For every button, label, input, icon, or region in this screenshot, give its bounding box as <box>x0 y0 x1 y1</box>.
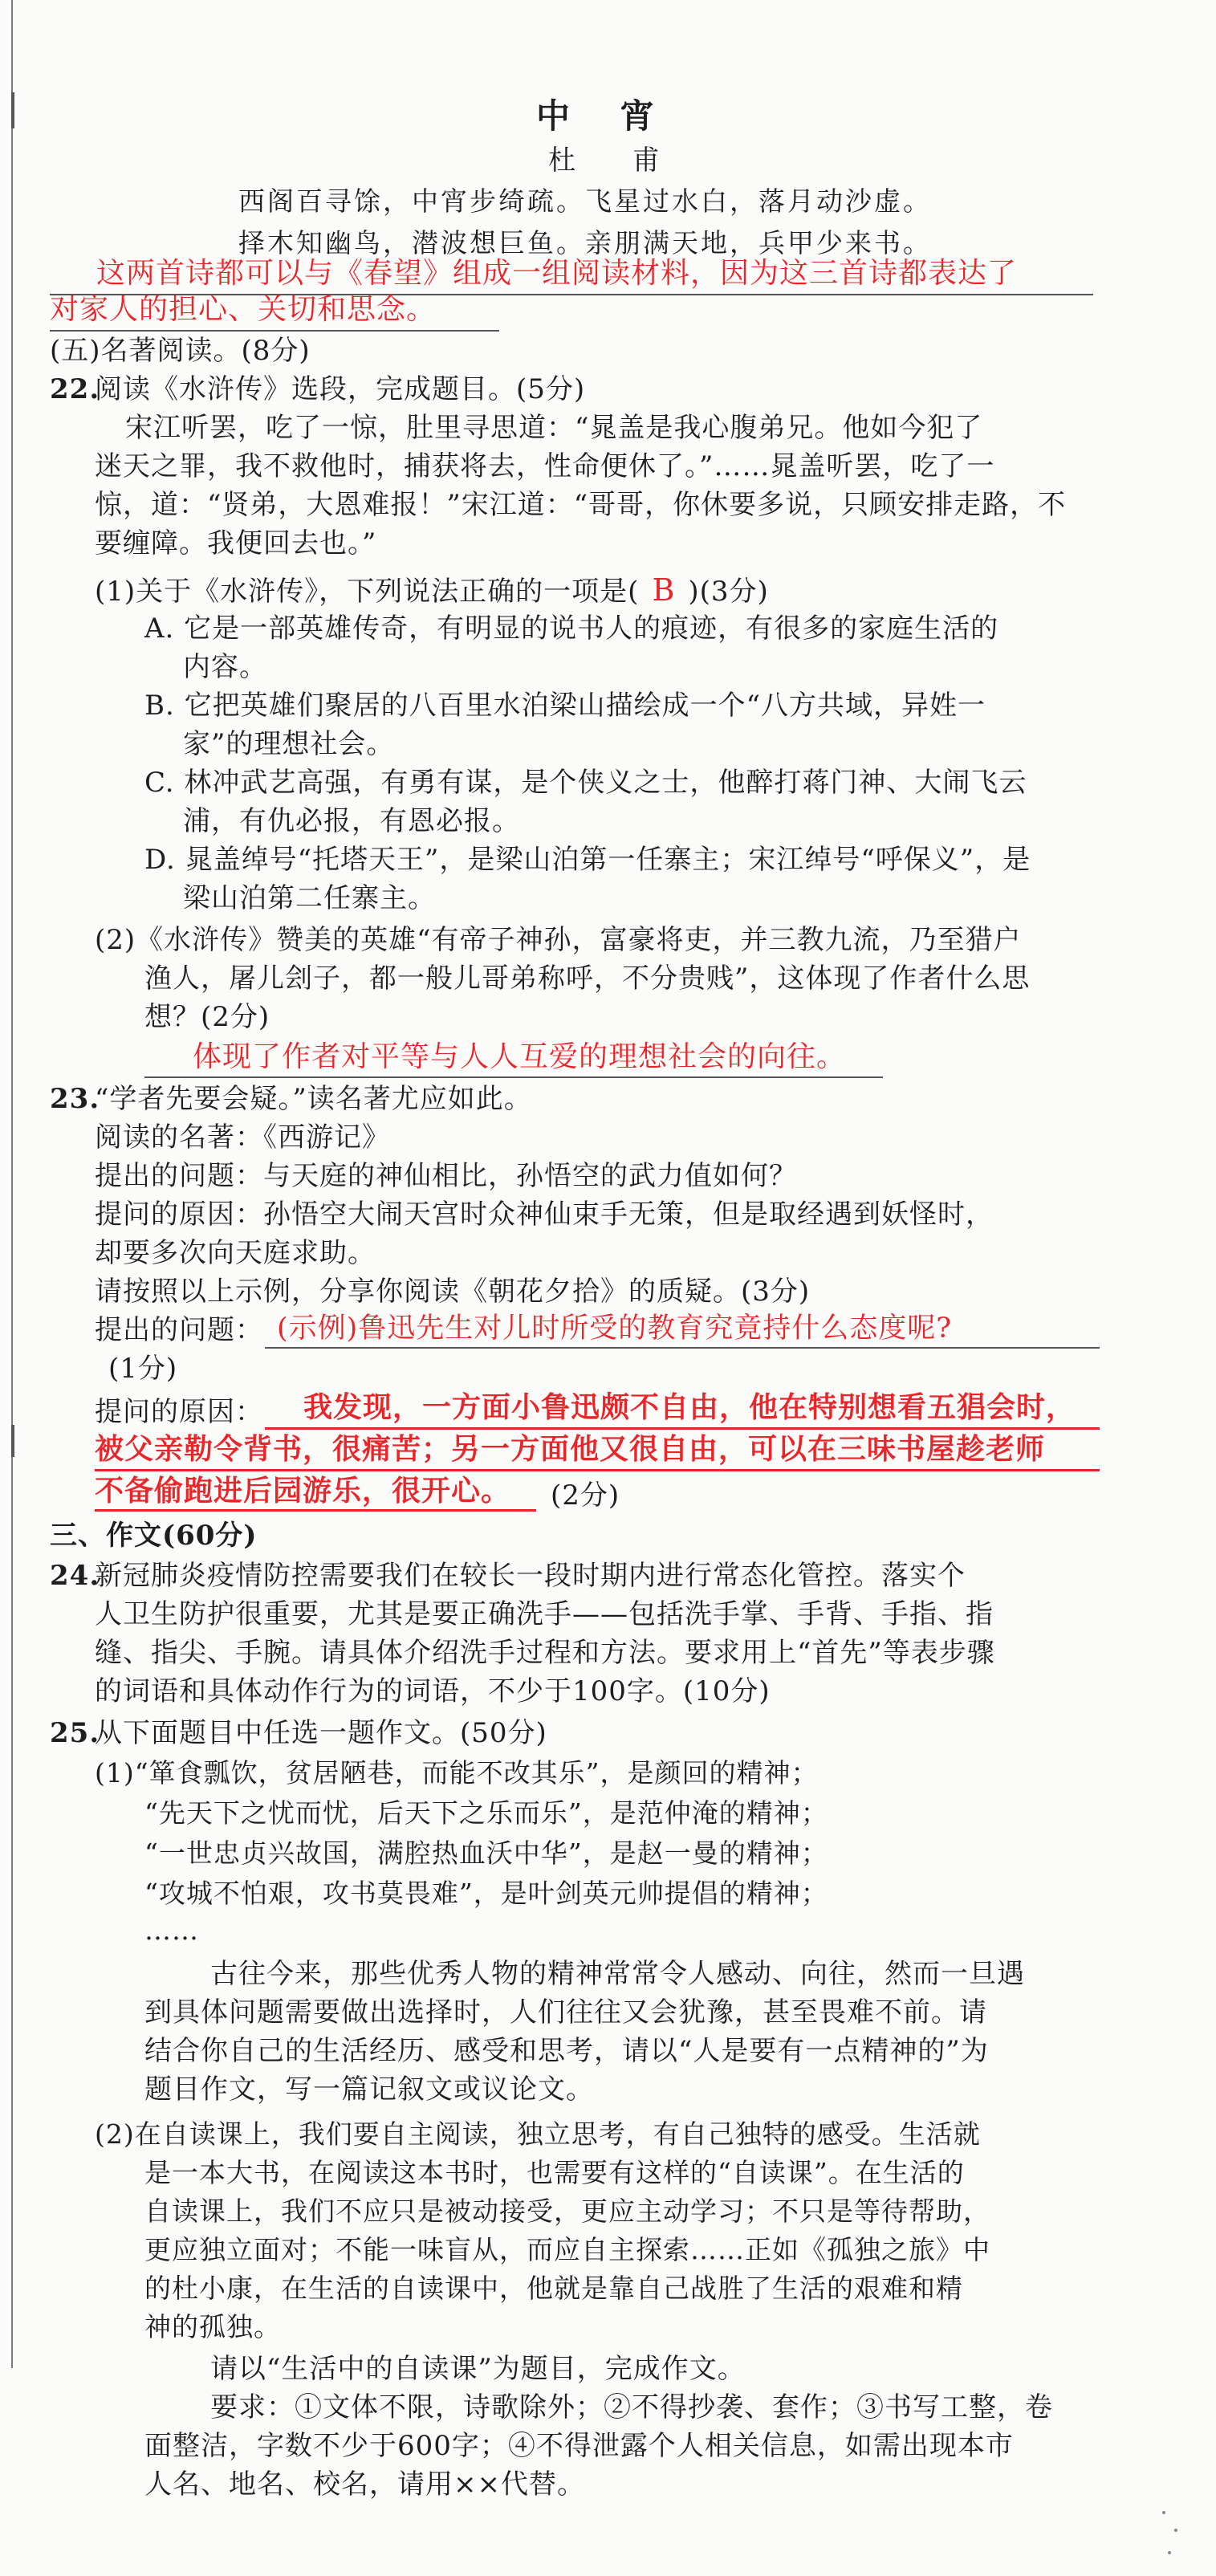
prompt-line: 的杜小康，在生活的自读课中，他就是靠自己战胜了生活的艰难和精 <box>144 2273 963 2304</box>
margin-tick <box>11 92 14 128</box>
question-label: 提出的问题： <box>95 1314 263 1346</box>
quote-line: “攻城不怕艰，攻书莫畏难”，是叶剑英元帅提倡的精神； <box>144 1878 828 1909</box>
question-number: 25. <box>50 1717 100 1749</box>
question-intro: 阅读《水浒传》选段，完成题目。(5分) <box>95 373 586 405</box>
question-intro: “学者先要会疑。”读名著尤应如此。 <box>95 1083 532 1115</box>
question-line: 缝、指尖、手腕。请具体介绍洗手过程和方法。要求用上“首先”等表步骤 <box>95 1637 995 1669</box>
quote-line: “先天下之忧而忧，后天下之乐而乐”，是范仲淹的精神； <box>144 1797 828 1829</box>
prompt-line: 是一本大书，在阅读这本书时，也需要有这样的“自读课”。在生活的 <box>144 2157 965 2188</box>
question-score: )(3分) <box>688 576 769 608</box>
prompt-line: 古往今来，那些优秀人物的精神常常令人感动、向往，然而一旦遇 <box>210 1958 1025 1990</box>
scan-speck <box>1174 2529 1177 2532</box>
question-score: (2分) <box>551 1479 620 1512</box>
handwritten-answer: (示例)鲁迅先生对儿时所受的教育究竟持什么态度呢? <box>277 1312 953 1345</box>
handwritten-answer: 不备偷跑进后园游乐，很开心。 <box>95 1474 511 1508</box>
handwritten-answer: 我发现，一方面小鲁迅颇不自由，他在特别想看五猖会时， <box>303 1390 1076 1424</box>
passage-line: 惊，道：“贤弟，大恩难报！”宋江道：“哥哥，你休要多说，只顾安排走路，不 <box>95 489 1067 521</box>
prompt-line: 自读课上，我们不应只是被动接受，更应主动学习；不只是等待帮助， <box>144 2196 990 2227</box>
prompt-line: 到具体问题需要做出选择时，人们往往又会犹豫，甚至畏难不前。请 <box>144 1996 987 2029</box>
option-line: 内容。 <box>183 651 267 683</box>
question-number: 24. <box>50 1560 100 1592</box>
scan-speck <box>1162 2511 1165 2514</box>
prompt-line: 面整洁，字数不少于600字；④不得泄露个人相关信息，如需出现本市 <box>144 2430 1014 2462</box>
prompt-line: 题目作文，写一篇记叙文或议论文。 <box>144 2073 594 2106</box>
option-line: 家”的理想社会。 <box>183 728 395 760</box>
question-line: 提问的原因：孙悟空大闹天宫时众神仙束手无策，但是取经遇到妖怪时， <box>95 1198 994 1231</box>
answer-underline <box>144 1076 883 1078</box>
poem-title: 中 宵 <box>536 96 673 136</box>
passage-line: 迷天之罪，我不救他时，捕获将去，性命便休了。”……晁盖听罢，吃了一 <box>95 450 995 482</box>
poem-line: 西阁百寻馀，中宵步绮疏。飞星过水白，落月动沙虚。 <box>238 185 932 217</box>
handwritten-answer: 体现了作者对平等与人人互爱的理想社会的向往。 <box>193 1040 847 1073</box>
quote-line: …… <box>144 1915 199 1946</box>
red-underline <box>95 1509 536 1512</box>
question-number: 23. <box>50 1083 100 1115</box>
prompt-line: (2)在自读课上，我们要自主阅读，独立思考，有自己独特的感受。生活就 <box>95 2118 981 2150</box>
answer-underline <box>265 1347 1100 1349</box>
option-line: 梁山泊第二任寨主。 <box>183 882 436 914</box>
question-line: 新冠肺炎疫情防控需要我们在较长一段时期内进行常态化管控。落实个 <box>95 1560 966 1592</box>
prompt-line: 结合你自己的生活经历、感受和思考，请以“人是要有一点精神的”为 <box>144 2035 989 2067</box>
handwritten-answer: 对家人的担心、关切和思念。 <box>50 293 437 326</box>
prompt-line: 更应独立面对；不能一味盲从，而应自主探索……正如《孤独之旅》中 <box>144 2234 990 2265</box>
handwritten-answer: B <box>652 572 676 608</box>
question-line: 想？(2分) <box>144 1001 270 1033</box>
section-heading: (五)名著阅读。(8分) <box>50 335 311 367</box>
poem-author: 杜 甫 <box>548 144 684 177</box>
question-label: 提问的原因： <box>95 1396 263 1428</box>
option-line: B. 它把英雄们聚居的八百里水泊梁山描绘成一个“八方共域，异姓一 <box>144 690 986 722</box>
question-intro: 从下面题目中任选一题作文。(50分) <box>95 1717 547 1749</box>
quote-line: “一世忠贞兴故国，满腔热血沃中华”，是赵一曼的精神； <box>144 1837 828 1869</box>
handwritten-answer: 被父亲勒令背书，很痛苦；另一方面他又很自由，可以在三味书屋趁老师 <box>95 1432 1046 1466</box>
question-stem <box>95 572 769 610</box>
scan-speck <box>1168 2551 1171 2554</box>
question-number: 22. <box>50 373 100 405</box>
question-line: 提出的问题：与天庭的神仙相比，孙悟空的武力值如何？ <box>95 1160 797 1192</box>
question-line: 的词语和具体动作行为的词语，不少于100字。(10分) <box>95 1675 771 1707</box>
question-line: 阅读的名著：《西游记》 <box>95 1121 390 1154</box>
question-text: (1)关于《水浒传》，下列说法正确的一项是( <box>95 576 640 608</box>
question-score: (1分) <box>108 1353 178 1385</box>
margin-tick <box>11 1425 14 1457</box>
prompt-line: 人名、地名、校名，请用××代替。 <box>144 2468 585 2501</box>
option-line: D. 晁盖绰号“托塔天王”，是梁山泊第一任寨主；宋江绰号“呼保义”，是 <box>144 844 1031 876</box>
passage-line: 宋江听罢，吃了一惊，肚里寻思道：“晁盖是我心腹弟兄。他如今犯了 <box>125 412 983 444</box>
prompt-line: 要求：①文体不限，诗歌除外；②不得抄袭、套作；③书写工整，卷 <box>210 2391 1053 2423</box>
option-line: 浦，有仇必报，有恩必报。 <box>183 805 520 837</box>
answer-underline <box>50 330 499 332</box>
left-margin-line <box>11 0 13 2368</box>
question-line: 渔人，屠儿刽子，都一般儿哥弟称呼，不分贵贱”，这体现了作者什么思 <box>144 962 1031 995</box>
section-heading: 三、作文(60分) <box>50 1520 258 1552</box>
red-underline <box>95 1469 1100 1471</box>
option-line: A. 它是一部英雄传奇，有明显的说书人的痕迹，有很多的家庭生活的 <box>144 612 999 645</box>
question-line: 请按照以上示例，分享你阅读《朝花夕拾》的质疑。(3分) <box>95 1276 811 1308</box>
option-line: C. 林冲武艺高强，有勇有谋，是个侠义之士，他醉打蒋门神、大闹飞云 <box>144 767 1027 799</box>
quote-line: (1)“箪食瓢饮，贫居陋巷，而能不改其乐”，是颜回的精神； <box>95 1757 819 1789</box>
red-underline <box>265 1427 1100 1430</box>
question-line: (2)《水浒传》赞美的英雄“有帝子神孙，富豪将吏，并三教九流，乃至猎户 <box>95 924 1022 956</box>
question-line: 人卫生防护很重要，尤其是要正确洗手——包括洗手掌、手背、手指、指 <box>95 1598 994 1630</box>
prompt-line: 神的孤独。 <box>144 2311 281 2342</box>
question-line: 却要多次向天庭求助。 <box>95 1237 376 1269</box>
poem-line: 择木知幽鸟，潜波想巨鱼。亲朋满天地，兵甲少来书。 <box>238 227 932 258</box>
handwritten-answer: 这两首诗都可以与《春望》组成一组阅读材料，因为这三首诗都表达了 <box>96 257 1018 290</box>
prompt-line: 请以“生活中的自读课”为题目，完成作文。 <box>210 2353 746 2385</box>
passage-line: 要缠障。我便回去也。” <box>95 527 377 560</box>
